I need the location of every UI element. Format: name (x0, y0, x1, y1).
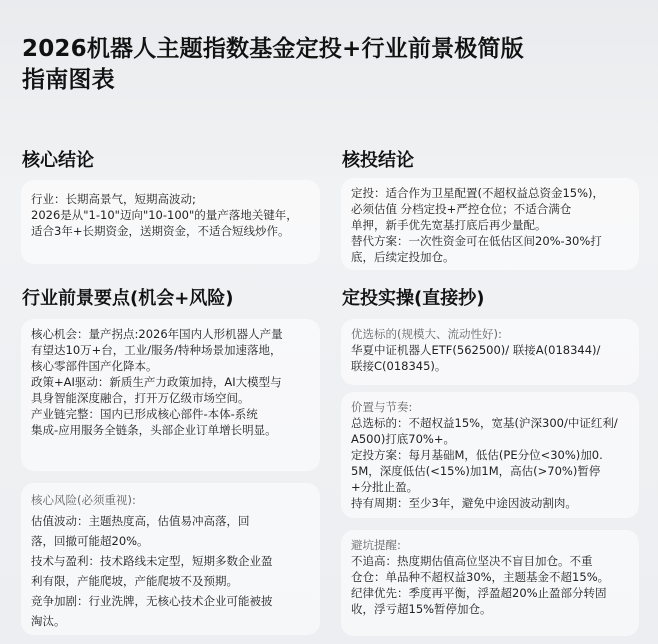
rhythm-line: +分批止盈。 (351, 480, 419, 494)
investment-line: 底，后续定投加仓。 (351, 250, 455, 264)
rhythm-line: 总选标的：不超权益15%，宽基(沪深300/中证红利/ (351, 416, 618, 430)
page-title-line-1: 2026机器人主题指数基金定投+行业前景极简版 (22, 36, 524, 62)
pick-label: 优选标的(规模大、流动性好): (351, 327, 502, 341)
pick-line: 联接C(018345)。 (351, 359, 447, 373)
opportunity-line: 具身智能深度融合，打开万亿级市场空间。 (31, 391, 250, 405)
industry-prospect-heading: 行业前景要点(机会+风险) (22, 288, 234, 309)
core-investment-heading: 核投结论 (342, 150, 414, 171)
opportunity-line: 集成-应用服务全链条，头部企业订单增长明显。 (31, 423, 277, 437)
pick-line: 华夏中证机器人ETF(562500)/ 联接A(018344)/ (351, 343, 601, 357)
core-line: 适合3年+长期资金，送期资金，不适合短线炒作。 (31, 224, 290, 238)
investment-line: 必须估值 分档定投+严控仓位；不适合满仓 (351, 202, 572, 216)
investment-card (342, 179, 638, 269)
risk-line: 利有限，产能爬坡，产能爬坡不及预期。 (31, 574, 238, 588)
pitfall-line: 纪律优先：季度再平衡，浮盈超20%止盈部分转固 (351, 586, 607, 600)
opportunity-line: 产业链完整：国内已形成核心部件-本体-系统 (31, 407, 258, 421)
rhythm-line: 持有周期：至少3年，避免中途因波动割肉。 (351, 496, 577, 510)
rhythm-line: 定投方案：每月基础M，低估(PE分位<30%)加0. (351, 448, 603, 462)
investment-line: 定投：适合作为卫星配置(不超权益总资金15%)， (351, 186, 605, 200)
opportunity-line: 核心零部件国产化降本。 (31, 359, 158, 373)
pitfall-card (342, 531, 638, 635)
risk-line: 落，回撤可能超20%。 (31, 534, 149, 548)
risk-line: 技术与盈利：技术路线未定型，短期多数企业盈 (31, 554, 273, 568)
pitfall-line: 不追高：热度期估值高位坚决不盲目加仓。不重 (351, 554, 593, 568)
rhythm-card (342, 393, 638, 517)
rhythm-line: 5M，深度低估(<15%)加1M，高估(>70%)暂停 (351, 464, 601, 478)
core-line: 2026是从"1-10"迈向"10-100"的量产落地关键年， (31, 208, 298, 222)
opportunity-line: 有望达10万+台，工业/服务/特种场景加速落地， (31, 343, 282, 357)
pick-card (342, 320, 638, 384)
core-line: 行业：长期高景气，短期高波动; (31, 192, 196, 206)
rhythm-label: 价置与节奏: (351, 400, 413, 414)
opportunity-card (22, 320, 319, 470)
page-title (22, 34, 642, 96)
rhythm-line: A500)打底70%+。 (351, 432, 455, 446)
risk-label: 核心风险(必须重视): (31, 493, 136, 507)
risk-line: 竞争加剧：行业洗牌，无核心技术企业可能被披 (31, 594, 273, 608)
pitfall-line: 仓仓：单品种不超权益30%，主题基金不超15%。 (351, 570, 610, 584)
risk-line: 淘汰。 (31, 614, 66, 628)
core-conclusion-card (22, 181, 319, 263)
risk-card (22, 484, 319, 634)
pitfall-label: 避坑提醒: (351, 538, 401, 552)
practice-heading: 定投实操(直接抄) (342, 288, 485, 309)
opportunity-line: 核心机会：量产拐点:2026年国内人形机器人产量 (31, 327, 283, 341)
page-title-line-2: 指南图表 (22, 67, 115, 93)
risk-line: 估值波动：主题热度高，估值易冲高落，回 (31, 514, 250, 528)
core-conclusion-heading: 核心结论 (22, 150, 94, 171)
pitfall-line: 收，浮亏超15%暂停加仓。 (351, 602, 492, 616)
opportunity-line: 政策+AI驱动：新质生产力政策加持，AI大模型与 (31, 375, 282, 389)
investment-line: 单押，新手优先宽基打底后再少量配。 (351, 218, 547, 232)
investment-line: 替代方案：一次性资金可在低估区间20%-30%打 (351, 234, 602, 248)
